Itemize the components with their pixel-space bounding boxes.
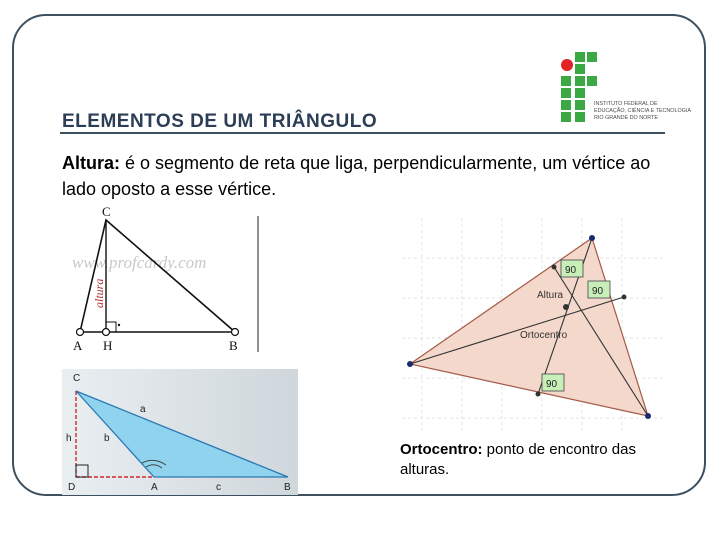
slide-title: ELEMENTOS DE UM TRIÂNGULO — [62, 111, 378, 132]
title-underline — [60, 132, 665, 134]
orthocenter-caption — [400, 440, 670, 480]
height-label: altura — [92, 278, 106, 308]
definition-text: é o segmento de reta que liga, perpendicularmente, um vértice ao lado oposto a esse vértice. — [62, 153, 651, 199]
altura-definition — [62, 150, 672, 202]
angle-label-2: 90 — [592, 286, 604, 297]
angle-label-1: 90 — [565, 265, 577, 276]
obtuse-triangle-figure — [62, 369, 298, 495]
orthocenter-figure — [402, 218, 664, 432]
height-h-label: h — [66, 433, 72, 444]
vertex-b-point — [232, 329, 239, 336]
logo-text: INSTITUTO FEDERAL DE EDUCAÇÃO, CIÊNCIA E TECNOLOGIA RIO GRANDE DO NORTE — [594, 101, 691, 121]
angle-label-3: 90 — [546, 379, 558, 390]
triangle-abc — [80, 220, 235, 332]
vertex-a-point — [77, 329, 84, 336]
orthocenter-point — [563, 304, 569, 310]
caption-text: ponto de encontro das alturas. — [400, 441, 636, 478]
vertex-h-point — [103, 329, 110, 336]
caption-term: Ortocentro: — [400, 441, 483, 458]
altura-triangle-figure — [62, 204, 262, 354]
vertex-d-label: D — [68, 482, 76, 493]
vertex-b-label: B — [284, 482, 291, 493]
side-c-label: c — [216, 482, 221, 493]
vertex-a-label: A — [73, 338, 83, 353]
side-b-label: b — [104, 433, 110, 444]
watermark: www.profcardy.com — [72, 253, 207, 272]
vertex-c-label: C — [73, 373, 81, 384]
vertex-a-label: A — [151, 482, 158, 493]
side-a-label: a — [140, 404, 146, 415]
logo-mark — [561, 52, 597, 122]
ortocentro-label: Ortocentro — [520, 330, 568, 341]
definition-term: Altura: — [62, 153, 120, 173]
vertex-h-label: H — [103, 338, 113, 353]
vertex-c-label: C — [102, 204, 111, 219]
altura-label: Altura — [537, 290, 564, 301]
vertex-b-label: B — [229, 338, 238, 353]
